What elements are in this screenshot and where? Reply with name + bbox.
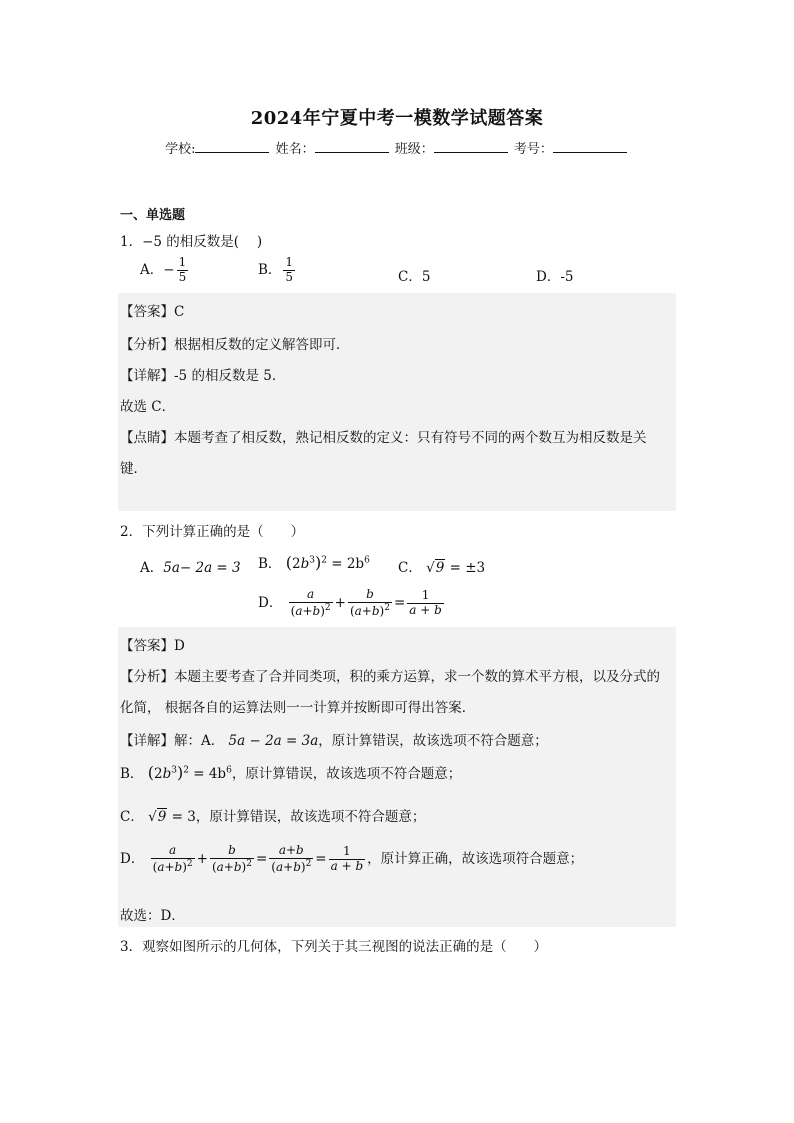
q2-option-d: D． $\frac{a}{(a+b)^2}$ + $\frac{b}{(a+b)^2}$ = $\frac{1}{a + b}$ <box>258 587 442 618</box>
school-label: 学校: <box>165 142 196 157</box>
q2-detail-c-text: ，原计算错误，故该选项不符合题意； <box>195 809 426 825</box>
q2-option-b: B． $(2b^3)^2 = 2b^6$ <box>258 553 370 572</box>
q1-option-a <box>140 256 190 285</box>
q2-detail-b-label: B． <box>120 766 144 782</box>
class-label: 班级： <box>394 142 434 157</box>
q2-detail-d: D． $\frac{a}{(a+b)^2}$ + $\frac{b}{(a+b)^2}$ = $\frac{a+b}{(a+b)^2}$ = $\frac{1}{a + b}$ ，原计算正确，故该选项符合题意； <box>120 843 584 874</box>
exam-no-label: 考号： <box>513 142 553 157</box>
q1-stem: 1．−5 的相反数是( ) <box>120 234 263 250</box>
q1-answer: 【答案】C <box>120 304 185 320</box>
q1-option-b-label: B． <box>258 261 282 278</box>
q2-option-a <box>140 556 241 576</box>
name-blank[interactable] <box>315 140 389 153</box>
exam-no-blank[interactable] <box>553 140 627 153</box>
q2-option-a-expr: 5a− 2a = 3 <box>163 560 241 576</box>
q2-detail-c-label: C． <box>120 809 144 825</box>
q1-option-c: C．5 <box>398 269 431 285</box>
q2-analysis-line2: 化简， 根据各自的运算法则一一计算并按断即可得出答案． <box>120 700 476 716</box>
class-blank[interactable] <box>434 140 508 153</box>
q2-detail-c: C． √9 = 3，原计算错误，故该选项不符合题意； <box>120 809 426 825</box>
q1-detail: 【详解】-5 的相反数是 5． <box>120 368 286 384</box>
q2-answer: 【答案】D <box>120 638 185 654</box>
q2-detail-a-prefix: 【详解】解：A． <box>120 733 225 749</box>
q2-option-b-label: B． <box>258 556 282 572</box>
q2-detail-a-text: ，原计算错误，故该选项不符合题意； <box>318 733 548 749</box>
q1-option-a-fraction <box>177 256 189 285</box>
q1-option-a-sign: − <box>163 261 175 278</box>
q2-detail-d-text: ，原计算正确，故该选项符合题意； <box>367 850 584 867</box>
q2-option-d-label: D． <box>258 594 283 611</box>
q1-comment-line2: 键． <box>120 461 147 477</box>
q1-option-d: D．-5 <box>536 269 574 285</box>
q2-detail-b-rhs: = 4b <box>193 766 227 782</box>
q2-detail-b-text: ，原计算错误，故该选项不符合题意； <box>231 766 462 782</box>
student-info-fields <box>0 138 794 157</box>
q1-analysis: 【分析】根据相反数的定义解答即可． <box>120 337 350 353</box>
fraction-denominator: 5 <box>178 269 187 284</box>
q1-choice: 故选 C． <box>120 399 176 415</box>
q1-option-b-fraction <box>283 256 295 285</box>
q2-detail-a <box>120 729 548 749</box>
name-label: 姓名： <box>275 142 315 157</box>
q1-comment-line1: 【点睛】本题考查了相反数，熟记相反数的定义：只有符号不同的两个数互为相反数是关 <box>120 430 647 446</box>
fraction-denominator: 5 <box>285 269 294 284</box>
q2-option-b-rhs: = 2b <box>331 556 365 572</box>
fraction-numerator: 1 <box>178 255 187 269</box>
q1-answer-panel <box>118 293 676 511</box>
fraction-numerator: 1 <box>285 255 294 269</box>
school-blank[interactable] <box>195 140 269 153</box>
q2-option-c-rhs: = ±3 <box>449 560 486 576</box>
q1-option-a-label: A． <box>140 261 164 278</box>
page-title: 2024年宁夏中考一模数学试题答案 <box>250 108 544 129</box>
q2-analysis-line1: 【分析】本题主要考查了合并同类项，积的乘方运算，求一个数的算术平方根，以及分式的 <box>120 669 660 685</box>
q2-detail-b: B． $(2b^3)^2 = 4b^6$，原计算错误，故该选项不符合题意； <box>120 763 462 782</box>
q2-choice: 故选：D． <box>120 908 185 924</box>
section-heading: 一、单选题 <box>120 208 186 223</box>
q2-stem: 2．下列计算正确的是（ ） <box>120 524 305 540</box>
q2-option-c: C． √9 = ±3 <box>398 560 486 576</box>
q3-stem: 3．观察如图所示的几何体，下列关于其三视图的说法正确的是（ ） <box>120 939 548 955</box>
q2-detail-c-rhs: = 3 <box>171 809 196 825</box>
q2-option-a-label: A． <box>140 560 164 576</box>
q2-detail-d-label: D． <box>120 850 145 867</box>
q2-option-c-label: C． <box>398 560 422 576</box>
q2-detail-a-expr: 5a − 2a = 3a <box>228 733 319 749</box>
q1-option-b <box>258 256 297 285</box>
